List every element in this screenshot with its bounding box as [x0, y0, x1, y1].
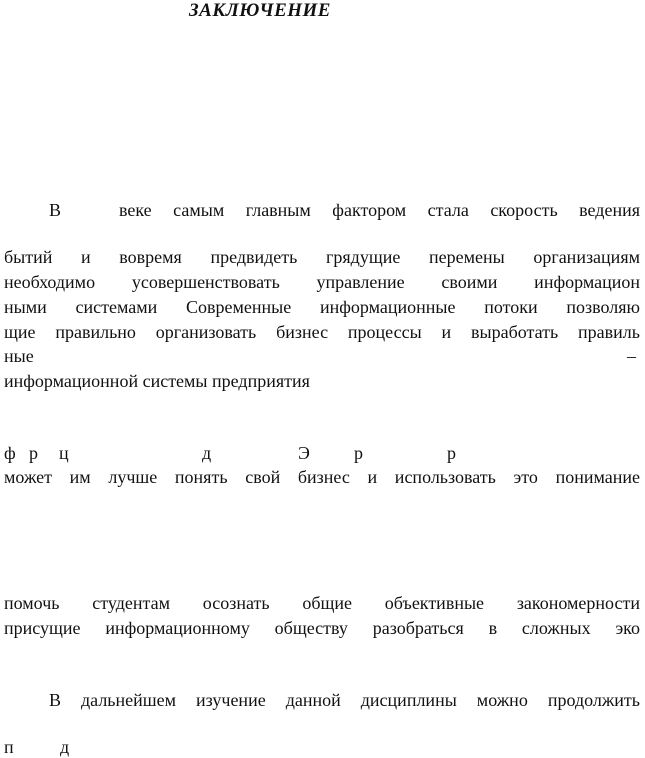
paragraph-4-line-2: [4, 737, 640, 757]
paragraph-4-line-1-text: В дальнейшем изучение данной дисциплины можно продолжить: [49, 690, 640, 710]
paragraph-4-line-1: [4, 690, 640, 710]
fragment-letter: д: [202, 443, 212, 463]
paragraph-1-line-7: информационной системы предприятия: [4, 371, 310, 391]
paragraph-1-line-6-start: ные: [4, 346, 34, 366]
fragment-letter: п: [4, 737, 14, 757]
fragment-letter: Э: [298, 443, 310, 463]
paragraph-3-line-2: присущие информационному обществу разобраться в сложных эко: [4, 618, 640, 638]
paragraph-1-line-1: [4, 200, 640, 220]
paragraph-1-line-6-dash: –: [627, 346, 636, 366]
paragraph-1-initial-word: В: [49, 200, 62, 220]
paragraph-2-line-2: может им лучше понять свой бизнес и использовать это понимание: [4, 467, 640, 487]
paragraph-2-line-1: [4, 443, 640, 463]
fragment-letter: р: [354, 443, 363, 463]
page-title: ЗАКЛЮЧЕНИЕ: [189, 0, 331, 21]
fragment-letter: ф: [4, 443, 16, 463]
paragraph-1-line-3: необходимо усовершенствовать управление своими информацион: [4, 272, 640, 292]
paragraph-1-line-6: [4, 346, 640, 366]
fragment-letter: ц: [59, 443, 69, 463]
paragraph-3-line-1: помочь студентам осознать общие объективные закономерности: [4, 593, 640, 613]
fragment-letter: р: [29, 443, 38, 463]
paragraph-1-line-2: бытий и вовремя предвидеть грядущие перемены организациям: [4, 247, 640, 267]
paragraph-1-line-4: ными системами Современные информационные потоки позволяю: [4, 297, 640, 317]
fragment-letter: р: [447, 443, 456, 463]
paragraph-1-line-1-text: веке самым главным фактором стала скорость ведения: [119, 200, 640, 220]
paragraph-1-line-5: щие правильно организовать бизнес процессы и выработать правиль: [4, 322, 640, 342]
fragment-letter: д: [60, 737, 70, 757]
